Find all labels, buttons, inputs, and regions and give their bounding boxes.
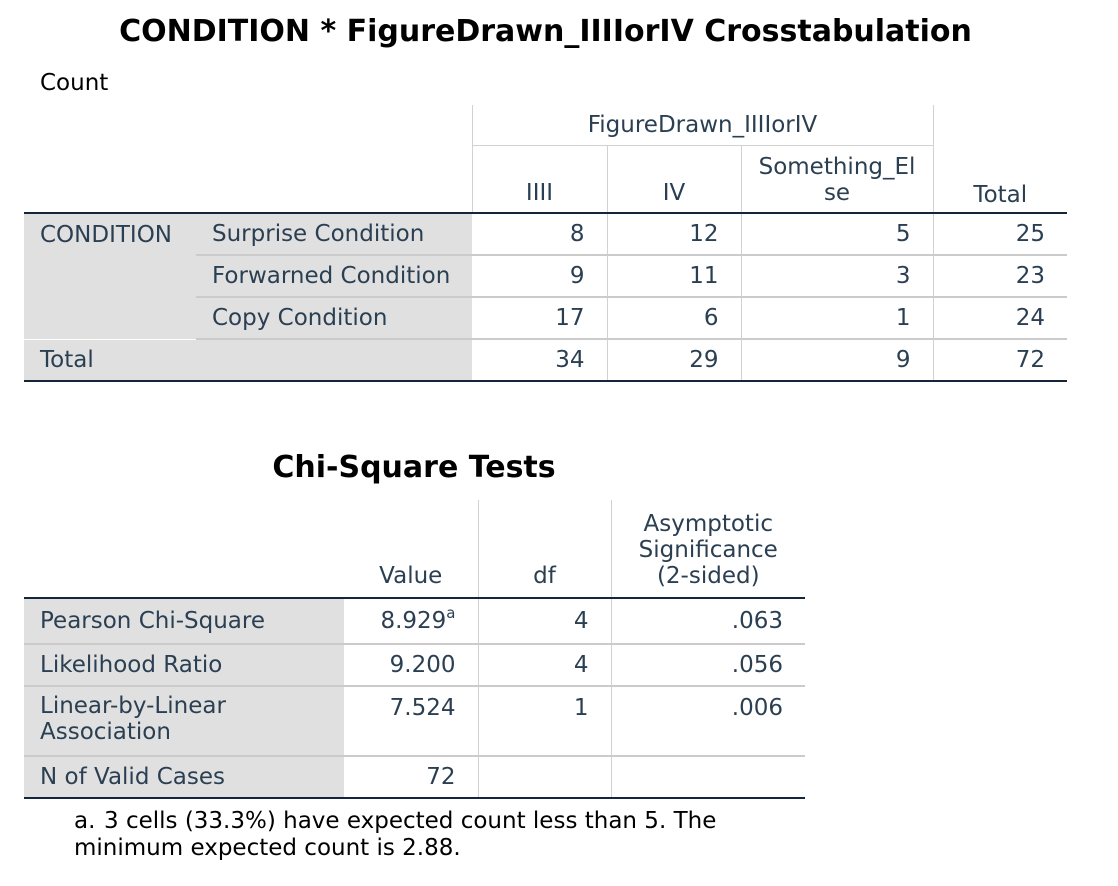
header-significance-line2: Significance — [638, 537, 778, 563]
header-value: Value — [344, 500, 478, 598]
table-row — [24, 213, 1067, 255]
row-label-copy: Copy Condition — [196, 297, 472, 339]
footnote-marker: a. — [74, 808, 96, 834]
cell-sig: .006 — [611, 686, 805, 756]
row-total: 23 — [933, 255, 1067, 297]
cell-df: 1 — [478, 686, 611, 756]
cell-value: 1 — [741, 297, 933, 339]
footnote-marker-a: a — [446, 604, 456, 622]
cell-value: 12 — [607, 213, 741, 255]
cell-empty — [611, 756, 805, 798]
crosstab-corner — [24, 105, 472, 145]
row-label-forwarned: Forwarned Condition — [196, 255, 472, 297]
total-header-spacer — [933, 105, 1067, 145]
row-label-n-valid: N of Valid Cases — [24, 756, 344, 798]
crosstab-title: CONDITION * FigureDrawn_IIIIorIV Crosstabulation — [119, 14, 972, 49]
cell-value: 6 — [607, 297, 741, 339]
footnote-text: 3 cells (33.3%) have expected count less than 5. The minimum expected count is 2.88. — [74, 808, 717, 861]
cell-df: 4 — [478, 644, 611, 686]
header-df: df — [478, 500, 611, 598]
cell-value: 7.524 — [344, 686, 478, 756]
cell-empty — [478, 756, 611, 798]
cell-value: 72 — [344, 756, 478, 798]
header-significance-line3: (2-sided) — [656, 563, 760, 589]
cell-value: 9 — [472, 255, 607, 297]
row-label-surprise: Surprise Condition — [196, 213, 472, 255]
table-row — [24, 686, 805, 756]
crosstab-table — [24, 105, 1067, 382]
table-row-total — [24, 339, 1067, 381]
cell-sig: .056 — [611, 644, 805, 686]
header-significance-line1: Asymptotic — [643, 511, 773, 537]
cell-df: 4 — [478, 598, 611, 644]
cell-value: 17 — [472, 297, 607, 339]
table-row — [24, 598, 805, 644]
cell-value: 11 — [607, 255, 741, 297]
row-label-total: Total — [24, 339, 472, 381]
table-row — [24, 756, 805, 798]
pearson-value: 8.929 — [380, 608, 447, 634]
column-header-something-else — [741, 145, 933, 213]
row-label-linear-line1: Linear-by-Linear — [40, 693, 226, 719]
chi-square-corner — [24, 500, 344, 598]
cell-value — [344, 598, 478, 644]
row-label-likelihood: Likelihood Ratio — [24, 644, 344, 686]
header-significance — [611, 500, 805, 598]
footnote — [74, 808, 774, 862]
cell-value: 29 — [607, 339, 741, 381]
cell-value: 5 — [741, 213, 933, 255]
row-total: 25 — [933, 213, 1067, 255]
cell-value: 3 — [741, 255, 933, 297]
column-header-total: Total — [933, 145, 1067, 213]
column-header-iv: IV — [607, 145, 741, 213]
row-label-linear-line2: Association — [40, 719, 171, 745]
cell-sig: .063 — [611, 598, 805, 644]
row-label-pearson: Pearson Chi-Square — [24, 598, 344, 644]
chi-square-title: Chi-Square Tests — [272, 450, 556, 485]
column-header-something-else-line1: Something_El — [758, 154, 916, 180]
row-label-linear — [24, 686, 344, 756]
column-variable-header: FigureDrawn_IIIIorIV — [472, 105, 933, 145]
cell-value: 8 — [472, 213, 607, 255]
column-header-iiii: IIII — [472, 145, 607, 213]
row-total: 24 — [933, 297, 1067, 339]
cell-value: 9 — [741, 339, 933, 381]
table-row — [24, 644, 805, 686]
crosstab-corner-lower — [24, 145, 472, 213]
grand-total: 72 — [933, 339, 1067, 381]
count-label: Count — [40, 70, 109, 96]
cell-value: 34 — [472, 339, 607, 381]
row-variable-label: CONDITION — [24, 213, 196, 339]
column-header-something-else-line2: se — [823, 180, 851, 206]
cell-value: 9.200 — [344, 644, 478, 686]
chi-square-table — [24, 500, 805, 799]
